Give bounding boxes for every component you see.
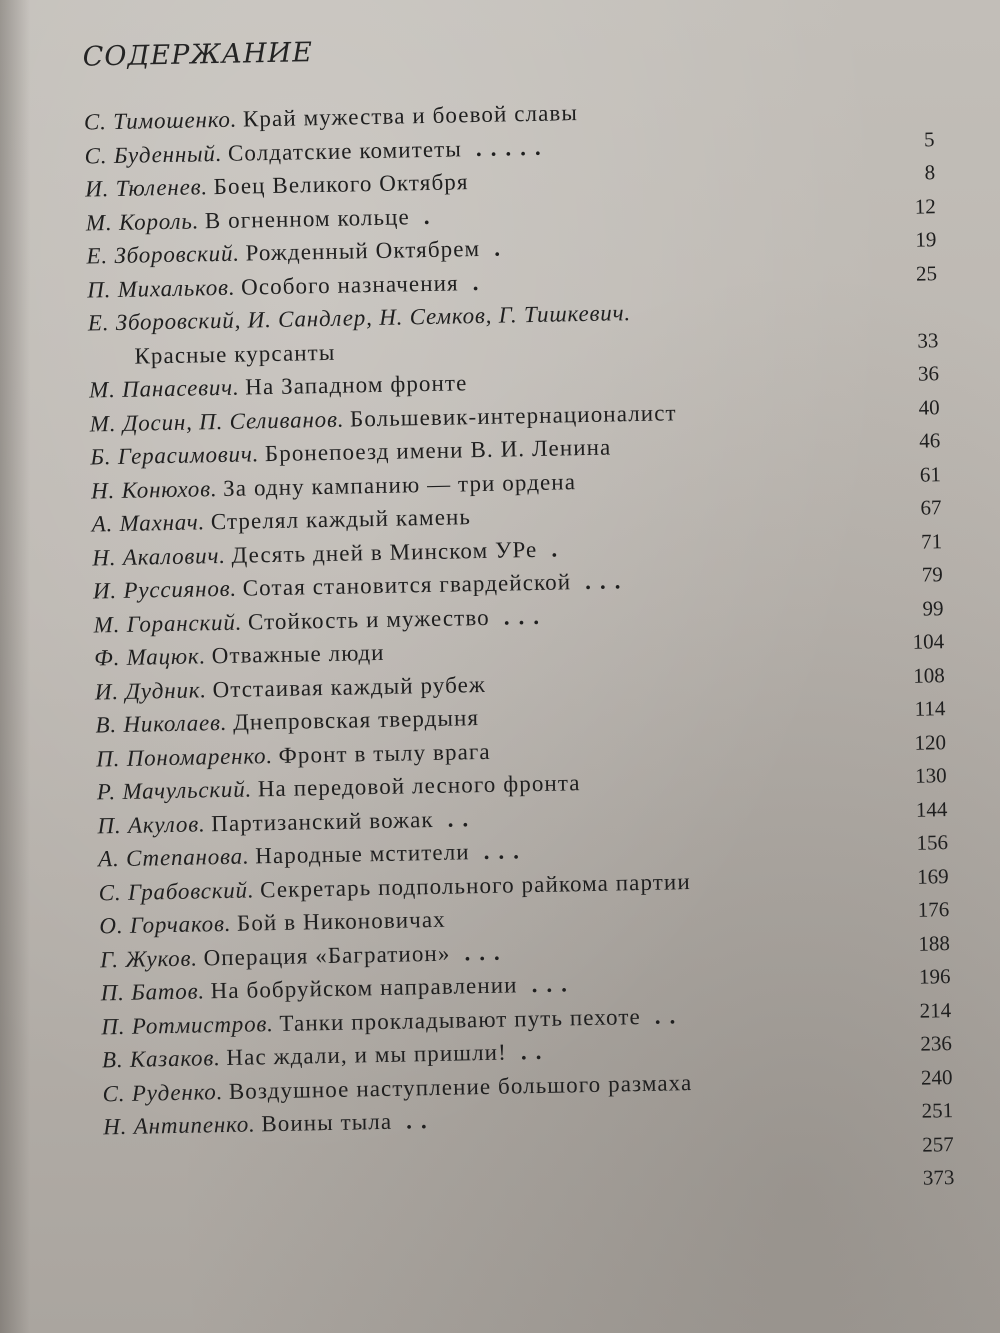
entry-line	[95, 671, 486, 704]
entry-line	[99, 907, 446, 939]
entry-title: Красные курсанты	[134, 339, 336, 369]
entry-line	[95, 705, 479, 737]
dot-leaders: ..	[654, 1002, 685, 1029]
entry-page-number: 61	[919, 461, 942, 487]
dot-leaders: ..	[405, 1107, 436, 1134]
entry-title: Партизанский вожак	[211, 806, 434, 836]
entry-page-number: 176	[917, 897, 950, 922]
entry-author: Н. Акалович.	[92, 542, 227, 570]
entry-page-number: 169	[916, 863, 949, 889]
entry-title: Отстаивая каждый рубеж	[212, 671, 487, 702]
entry-title: Днепровская твердыня	[232, 705, 480, 735]
entry-page-number: 99	[922, 595, 944, 621]
entry-author: Ф. Мацюк.	[94, 643, 207, 671]
entry-page-number: 19	[915, 227, 937, 252]
entry-title: Народные мстители	[255, 839, 470, 869]
entry-page-number: 79	[921, 562, 944, 587]
entry-author: Р. Мачульский.	[96, 776, 253, 805]
entry-author: С. Буденный.	[84, 140, 223, 169]
entry-title: Секретарь подпольного райкома партии	[259, 868, 691, 902]
entry-author: В. Казаков.	[101, 1045, 221, 1073]
entry-line	[92, 536, 566, 570]
entry-page-number: 120	[914, 729, 947, 755]
entry-title: Воздушное наступление большого размаха	[228, 1069, 693, 1104]
entry-line	[98, 838, 528, 871]
entry-page-number: 5	[923, 126, 935, 151]
entry-title: Десять дней в Минском УРе	[231, 536, 538, 568]
entry-page-number: 40	[918, 394, 940, 420]
dot-leaders: .	[493, 235, 510, 261]
entry-page-number: 240	[920, 1064, 953, 1090]
entry-author: А. Степанова.	[97, 843, 250, 872]
entry-author: П. Батов.	[100, 978, 206, 1006]
entry-line	[90, 434, 611, 469]
entry-line	[84, 100, 578, 134]
entry-title: Фронт в тылу врага	[278, 738, 491, 768]
entry-page-number: 8	[924, 160, 936, 185]
entry-page-number: 36	[917, 361, 940, 386]
entry-author: М. Досин, П. Селиванов.	[89, 406, 345, 437]
entry-author: В. Николаев.	[95, 709, 228, 738]
entry-line	[97, 806, 477, 838]
entry-line	[94, 640, 385, 671]
entry-title: Край мужества и боевой славы	[242, 100, 579, 132]
entry-title: На Западном фронте	[244, 370, 468, 400]
dot-leaders: ...	[503, 603, 549, 630]
entry-title: Воины тыла	[261, 1108, 393, 1137]
entry-author: И. Дудник.	[94, 676, 208, 704]
entry-author: С. Тимошенко.	[83, 106, 238, 135]
entry-author: Е. Зборовский, И. Сандлер, Н. Семков, Г. Тишкевич.	[87, 300, 632, 336]
entry-line	[93, 568, 630, 603]
entry-author: И. Руссиянов.	[92, 575, 238, 604]
entry-title: В огненном кольце	[204, 203, 410, 233]
entry-page-number: 214	[919, 997, 952, 1023]
dot-leaders: ...	[483, 838, 529, 865]
entry-page-number: 67	[920, 495, 942, 520]
entry-page-number: 108	[913, 662, 945, 688]
dot-leaders: .	[423, 203, 439, 229]
dot-leaders: ...	[531, 971, 577, 998]
entry-line	[96, 738, 491, 771]
entry-title: На передовой лесного фронта	[257, 770, 581, 802]
entry-author: М. Панасевич.	[88, 374, 240, 403]
entry-title: Большевик-интернационалист	[349, 399, 677, 432]
entry-line	[88, 300, 632, 335]
entry-author: П. Акулов.	[97, 810, 206, 838]
entry-line	[91, 469, 576, 503]
entry-author: С. Грабовский.	[98, 876, 255, 905]
entry-page-number: 156	[916, 830, 949, 855]
dot-leaders: .	[551, 535, 567, 562]
entry-page-number: 257	[922, 1131, 954, 1157]
entry-line	[91, 504, 471, 536]
entry-title: Стрелял каждый камень	[210, 504, 472, 535]
entry-line	[93, 603, 548, 637]
entry-line	[89, 370, 468, 402]
entry-title: Отважные люди	[211, 639, 385, 669]
entry-page-number: 130	[914, 763, 947, 788]
entry-page-number: 144	[915, 796, 948, 822]
entry-page-number: 196	[918, 964, 951, 989]
entry-page-number: 12	[914, 193, 936, 219]
contents-sheet	[60, 3, 984, 1300]
entry-page-number: 71	[920, 528, 943, 554]
entry-page-number: 104	[912, 629, 945, 654]
entry-author: Н. Конюхов.	[90, 475, 218, 503]
entry-title: Нас ждали, и мы пришли!	[226, 1039, 508, 1070]
dot-leaders: .....	[475, 134, 550, 161]
dot-leaders: ...	[464, 939, 509, 965]
entry-line	[84, 134, 549, 168]
entry-author: П. Ротмистров.	[101, 1010, 274, 1039]
entry-author: Г. Жуков.	[99, 945, 199, 972]
entry-author: П. Пономаренко.	[95, 742, 274, 771]
entry-line	[97, 770, 581, 804]
dot-leaders: ...	[584, 568, 630, 595]
entry-author: А. Махнач.	[91, 509, 206, 537]
entry-line	[86, 235, 509, 268]
entry-title: Стойкость и мужество	[247, 604, 490, 635]
entry-author: С. Руденко.	[102, 1078, 224, 1106]
entry-author: Б. Герасимович.	[90, 441, 260, 470]
entry-title: За одну кампанию — три ордена	[222, 468, 577, 501]
entry-author: П. Михальков.	[86, 274, 236, 303]
entry-author: О. Горчаков.	[99, 910, 232, 939]
entry-line	[102, 1039, 551, 1073]
entry-page-number: 251	[921, 1098, 954, 1123]
entry-title: На бобруйском направлении	[210, 972, 518, 1004]
contents-list	[84, 89, 965, 1211]
entry-title: Особого назначения	[240, 269, 459, 300]
entry-page-number: 188	[918, 930, 951, 956]
entry-line	[100, 971, 576, 1005]
entry-title: Боец Великого Октября	[213, 169, 469, 200]
entry-title: Сотая становится гвардейской	[242, 569, 572, 601]
dot-leaders: ..	[447, 805, 478, 832]
entry-page-number: 373	[922, 1165, 955, 1190]
entry-line	[100, 939, 509, 972]
entry-title: Операция «Багратион»	[203, 940, 451, 970]
entry-title: Бой в Никоновичах	[236, 906, 446, 936]
entry-author: М. Горанский.	[93, 609, 243, 637]
entry-page-number: 33	[917, 327, 939, 353]
entry-page-number: 114	[914, 696, 946, 721]
entry-line	[85, 169, 469, 201]
contents-heading: СОДЕРЖАНИЕ	[82, 37, 314, 73]
entry-title: Танки прокладывают путь пехоте	[279, 1003, 641, 1036]
entry-author: Е. Зборовский.	[86, 240, 241, 269]
entry-title: Рожденный Октябрем	[245, 235, 481, 266]
entry-title: Бронепоезд имени В. И. Ленина	[264, 434, 612, 467]
dot-leaders: ..	[520, 1038, 551, 1065]
dot-leaders: .	[472, 269, 488, 295]
entry-author: Н. Антипенко.	[103, 1111, 256, 1140]
entry-author: И. Тюленев.	[85, 174, 209, 202]
entry-title: Солдатские комитеты	[227, 135, 463, 166]
entry-line	[86, 203, 439, 235]
entry-page-number: 25	[915, 260, 938, 286]
entry-page-number: 46	[919, 428, 941, 453]
entry-line	[87, 269, 488, 302]
entry-author: М. Король.	[85, 207, 200, 236]
entry-page-number: 236	[920, 1031, 953, 1056]
entry-line	[103, 1108, 436, 1139]
